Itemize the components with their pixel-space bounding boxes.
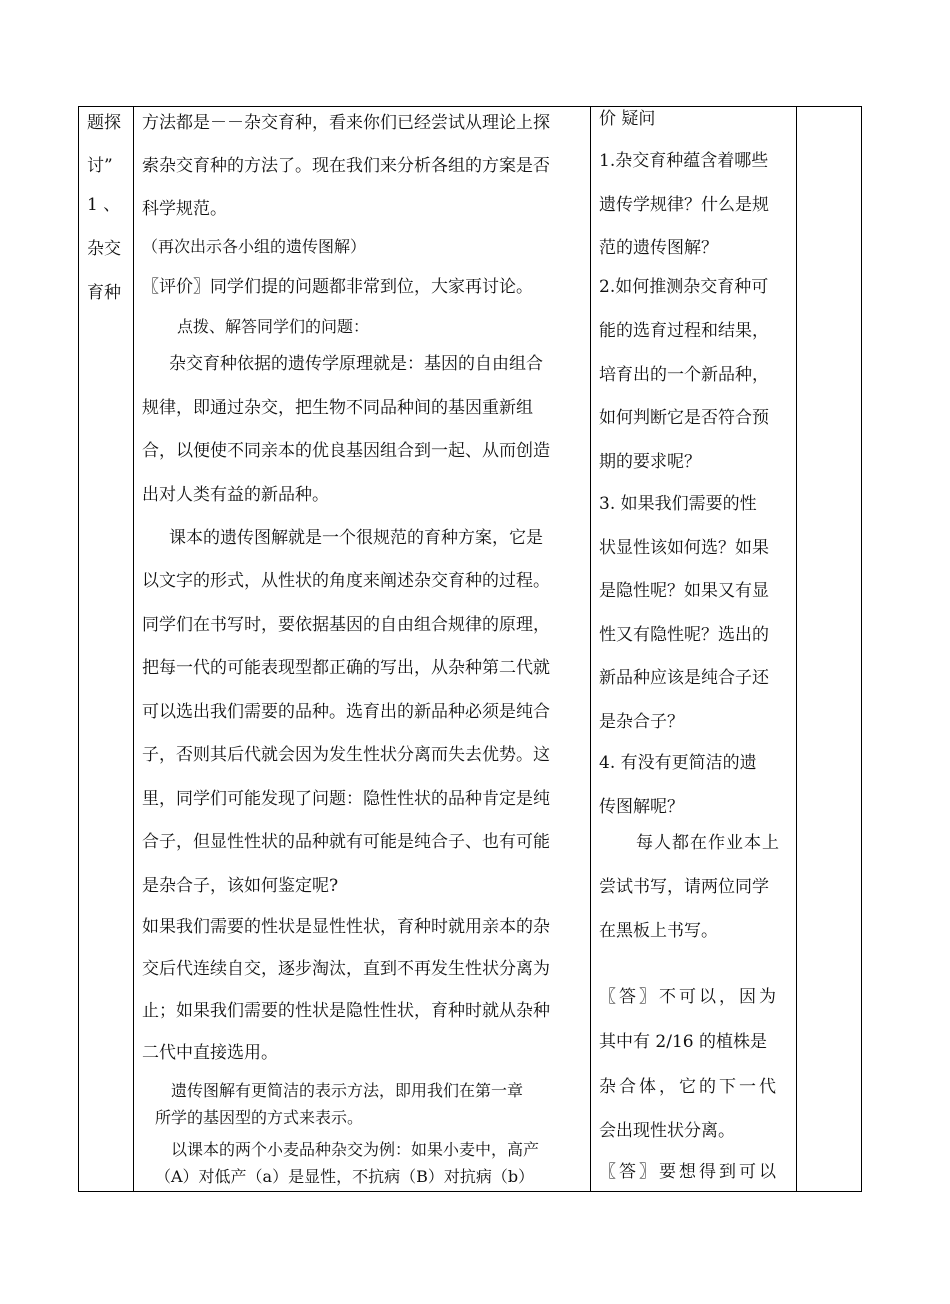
question-line: 状显性该如何选？如果 bbox=[599, 538, 769, 558]
question-line: 1.杂交育种蕴含着哪些 bbox=[599, 151, 769, 171]
paragraph-line: 杂交育种依据的遗传学原理就是：基因的自由组合 bbox=[169, 354, 543, 374]
question-line: 3. 如果我们需要的性 bbox=[599, 494, 757, 514]
section-title-line: 育种 bbox=[87, 283, 121, 303]
question-line: 传图解呢？ bbox=[599, 797, 684, 817]
answer-line: 〖答〗要想得到可以 bbox=[599, 1162, 779, 1182]
paragraph-line: 所学的基因型的方式来表示。 bbox=[155, 1108, 364, 1127]
paragraph-line: 遗传图解有更简洁的表示方法，即用我们在第一章 bbox=[171, 1081, 524, 1100]
paragraph-line: 如果我们需要的性状是显性性状，育种时就用亲本的杂 bbox=[142, 917, 550, 937]
question-line: 尝试书写，请两位同学 bbox=[599, 877, 769, 897]
paragraph-line: 课本的遗传图解就是一个很规范的育种方案，它是 bbox=[169, 528, 543, 548]
question-line: 遗传学规律？什么是规 bbox=[599, 195, 769, 215]
question-line: 性又有隐性呢？选出的 bbox=[599, 625, 769, 645]
section-title-line: 讨” bbox=[87, 156, 113, 176]
question-line: 2.如何推测杂交育种可 bbox=[599, 277, 769, 297]
section-title-line: 杂交 bbox=[87, 239, 121, 259]
paragraph-line: 子，否则其后代就会因为发生性状分离而失去优势。这 bbox=[142, 745, 550, 765]
lesson-plan-table bbox=[78, 106, 862, 1192]
paragraph-line: 可以选出我们需要的品种。选育出的新品种必须是纯合 bbox=[142, 702, 550, 722]
paragraph-line: 规律，即通过杂交，把生物不同品种间的基因重新组 bbox=[142, 398, 533, 418]
section-title-line: 题探 bbox=[87, 113, 121, 133]
paragraph-line: 出对人类有益的新品种。 bbox=[142, 485, 329, 505]
paragraph-line: （再次出示各小组的遗传图解） bbox=[142, 237, 367, 256]
paragraph-line: 二代中直接选用。 bbox=[142, 1043, 278, 1063]
paragraph-line: 把每一代的可能表现型都正确的写出，从杂种第二代就 bbox=[142, 658, 550, 678]
question-line: 期的要求呢？ bbox=[599, 452, 701, 472]
question-line: 每人都在作业本上 bbox=[636, 833, 780, 853]
paragraph-line: 科学规范。 bbox=[142, 199, 227, 219]
paragraph-line: 合子，但显性性状的品种就有可能是纯合子、也有可能 bbox=[142, 832, 550, 852]
question-line: 如何判断它是否符合预 bbox=[599, 408, 769, 428]
section-title-cell bbox=[79, 107, 133, 1191]
paragraph-line: 索杂交育种的方法了。现在我们来分析各组的方案是否 bbox=[142, 156, 550, 176]
question-line: 范的遗传图解？ bbox=[599, 238, 718, 258]
question-line: 能的选育过程和结果， bbox=[599, 321, 769, 341]
answer-line: 会出现性状分离。 bbox=[599, 1121, 735, 1141]
paragraph-line: 同学们在书写时，要依据基因的自由组合规律的原理， bbox=[142, 615, 550, 635]
teacher-activity-cell bbox=[133, 107, 590, 1191]
paragraph-line: 以文字的形式，从性状的角度来阐述杂交育种的过程。 bbox=[142, 571, 550, 591]
paragraph-line: 以课本的两个小麦品种杂交为例：如果小麦中，高产 bbox=[171, 1140, 540, 1159]
question-line: 培育出的一个新品种， bbox=[599, 365, 769, 385]
notes-cell bbox=[796, 107, 862, 1191]
question-line: 是隐性呢？如果又有显 bbox=[599, 581, 769, 601]
paragraph-line: （A）对低产（a）是显性，不抗病（B）对抗病（b） bbox=[155, 1167, 535, 1186]
paragraph-line: 止；如果我们需要的性状是隐性性状，育种时就从杂种 bbox=[142, 1001, 550, 1021]
student-activity-cell bbox=[590, 107, 796, 1191]
question-line: 新品种应该是纯合子还 bbox=[599, 668, 769, 688]
paragraph-line: 方法都是－－杂交育种，看来你们已经尝试从理论上探 bbox=[142, 113, 550, 133]
question-line: 4. 有没有更简洁的遗 bbox=[599, 753, 757, 773]
question-line: 在黑板上书写。 bbox=[599, 921, 718, 941]
question-line: 是杂合子？ bbox=[599, 712, 684, 732]
question-line: 价 疑问 bbox=[599, 109, 656, 129]
answer-line: 其中有 2/16 的植株是 bbox=[599, 1032, 767, 1052]
paragraph-line: 里，同学们可能发现了问题：隐性性状的品种肯定是纯 bbox=[142, 789, 550, 809]
paragraph-line: 〖评价〗同学们提的问题都非常到位，大家再讨论。 bbox=[142, 277, 533, 297]
answer-line: 杂合体，它的下一代 bbox=[599, 1077, 779, 1097]
paragraph-line: 合，以便使不同亲本的优良基因组合到一起、从而创造 bbox=[142, 441, 550, 461]
section-title-line: 1 、 bbox=[87, 195, 121, 215]
paragraph-line: 是杂合子，该如何鉴定呢? bbox=[142, 876, 339, 896]
paragraph-line: 点拨、解答同学们的问题： bbox=[177, 317, 370, 336]
paragraph-line: 交后代连续自交，逐步淘汰，直到不再发生性状分离为 bbox=[142, 959, 550, 979]
answer-line: 〖答〗不可以，因为 bbox=[599, 987, 779, 1007]
